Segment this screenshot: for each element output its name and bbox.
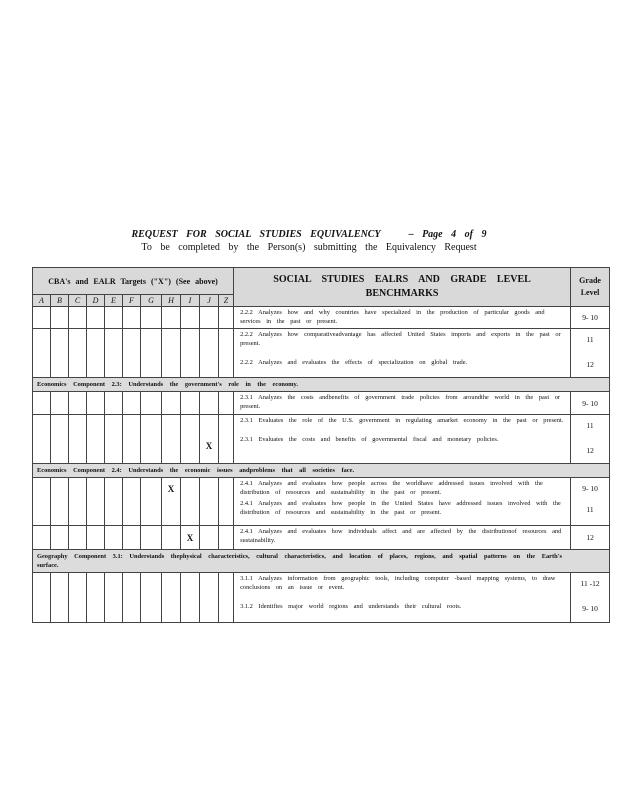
equivalency-table — [32, 267, 610, 623]
benchmark-cell — [234, 415, 571, 464]
target-mark-h: X — [162, 478, 181, 526]
grade-cell — [571, 415, 610, 464]
benchmark-text: 2.3.1 Evaluates the role of the U.S. government in regulating amarket economy in the past or present. — [240, 417, 564, 424]
letter-a: A — [33, 295, 51, 307]
title-page: – Page 4 of 9 — [408, 229, 487, 240]
component-heading: Economics Component 2.4: Understands the economic issues andproblems that all societies face. — [33, 464, 571, 478]
benchmark-cell — [234, 573, 571, 623]
benchmark-text: 3.1.2 Identifies major world regions and understands their cultural roots. — [240, 603, 462, 610]
benchmark-text: 2.4.1 Analyzes and evaluates how people in the United States have addressed issues involved with the distribution of resources and sustainability in the past or present. — [240, 500, 561, 516]
grade-cell — [571, 573, 610, 623]
table-row — [33, 478, 610, 526]
grade-value: 11 — [586, 335, 594, 344]
equivalency-table-container — [32, 267, 606, 623]
benchmarks-header: SOCIAL STUDIES EALRS AND GRADE LEVEL BENCHMARKS — [234, 268, 571, 307]
component-band — [33, 378, 610, 392]
form-title — [0, 229, 618, 253]
benchmark-text: 2.4.1 Analyzes and evaluates how individuals affect and are affected by the distributionof resources and sustainability. — [234, 526, 571, 550]
table-row — [33, 573, 610, 623]
letter-i: I — [181, 295, 200, 307]
title-line-1 — [0, 229, 618, 240]
grade-value: 9- 10 — [571, 392, 610, 415]
letter-f: F — [123, 295, 141, 307]
benchmark-text: 3.1.1 Analyzes information from geographic tools, including computer -based mapping systems, to draw conclusions on an issue or event. — [240, 575, 556, 591]
benchmark-text: 2.2.2 Analyzes how and why countries have specialized in the production of particular goods and services in the past or present. — [234, 307, 571, 329]
letter-c: C — [69, 295, 87, 307]
letter-e: E — [105, 295, 123, 307]
letter-j: J — [200, 295, 219, 307]
title-line-2: To be completed by the Person(s) submitting the Equivalency Request — [141, 242, 477, 253]
table-row — [33, 329, 610, 378]
benchmark-text: 2.2.2 Analyzes and evaluates the effects of specialization on global trade. — [240, 359, 468, 366]
table-row — [33, 526, 610, 550]
letter-b: B — [51, 295, 69, 307]
target-mark-j: X — [200, 415, 219, 464]
benchmark-text: 2.3.1 Evaluates the costs and benefits of governmental fiscal and monetary policies. — [240, 436, 499, 443]
benchmark-text: 2.3.1 Analyzes the costs andbenefits of government trade policies from aroundthe world in the past or present. — [234, 392, 571, 415]
targets-header: CBA's and EALR Targets ("X") (See above) — [33, 268, 234, 295]
grade-value: 12 — [586, 360, 594, 369]
grade-level-header: Grade Level — [571, 268, 610, 307]
component-band — [33, 550, 610, 573]
grade-value: 9- 10 — [582, 604, 598, 613]
grade-value: 11 — [586, 505, 594, 514]
grade-value: 12 — [571, 526, 610, 550]
grade-value: 12 — [586, 446, 594, 455]
letter-d: D — [87, 295, 105, 307]
grade-value: 11 — [586, 421, 594, 430]
benchmark-cell — [234, 329, 571, 378]
benchmark-text: 2.4.1 Analyzes and evaluates how people across the worldhave addressed issues involved with the distribution of resources and sustainability in the past or present. — [240, 480, 543, 496]
component-band — [33, 464, 610, 478]
benchmark-text: 2.2.2 Analyzes how comparativeadvantage has affected United States imports and exports in the past or present. — [240, 331, 561, 347]
letter-g: G — [141, 295, 162, 307]
target-mark-i: X — [181, 526, 200, 550]
grade-value: 11 -12 — [580, 579, 600, 588]
table-row — [33, 307, 610, 329]
component-heading: Geography Component 3.1: Understands thephysical characteristics, cultural characteristics, and location of places, regions, and spatial patterns on the Earth's surface. — [33, 550, 571, 573]
grade-value: 9- 10 — [582, 484, 598, 493]
title-main: REQUEST FOR SOCIAL STUDIES EQUIVALENCY — [131, 229, 381, 240]
grade-value: 9- 10 — [571, 307, 610, 329]
table-row — [33, 392, 610, 415]
letter-h: H — [162, 295, 181, 307]
grade-cell — [571, 329, 610, 378]
benchmark-cell — [234, 478, 571, 526]
grade-cell — [571, 478, 610, 526]
letter-z: Z — [219, 295, 234, 307]
table-row — [33, 415, 610, 464]
component-heading: Economics Component 2.3: Understands the government's role in the economy. — [33, 378, 571, 392]
